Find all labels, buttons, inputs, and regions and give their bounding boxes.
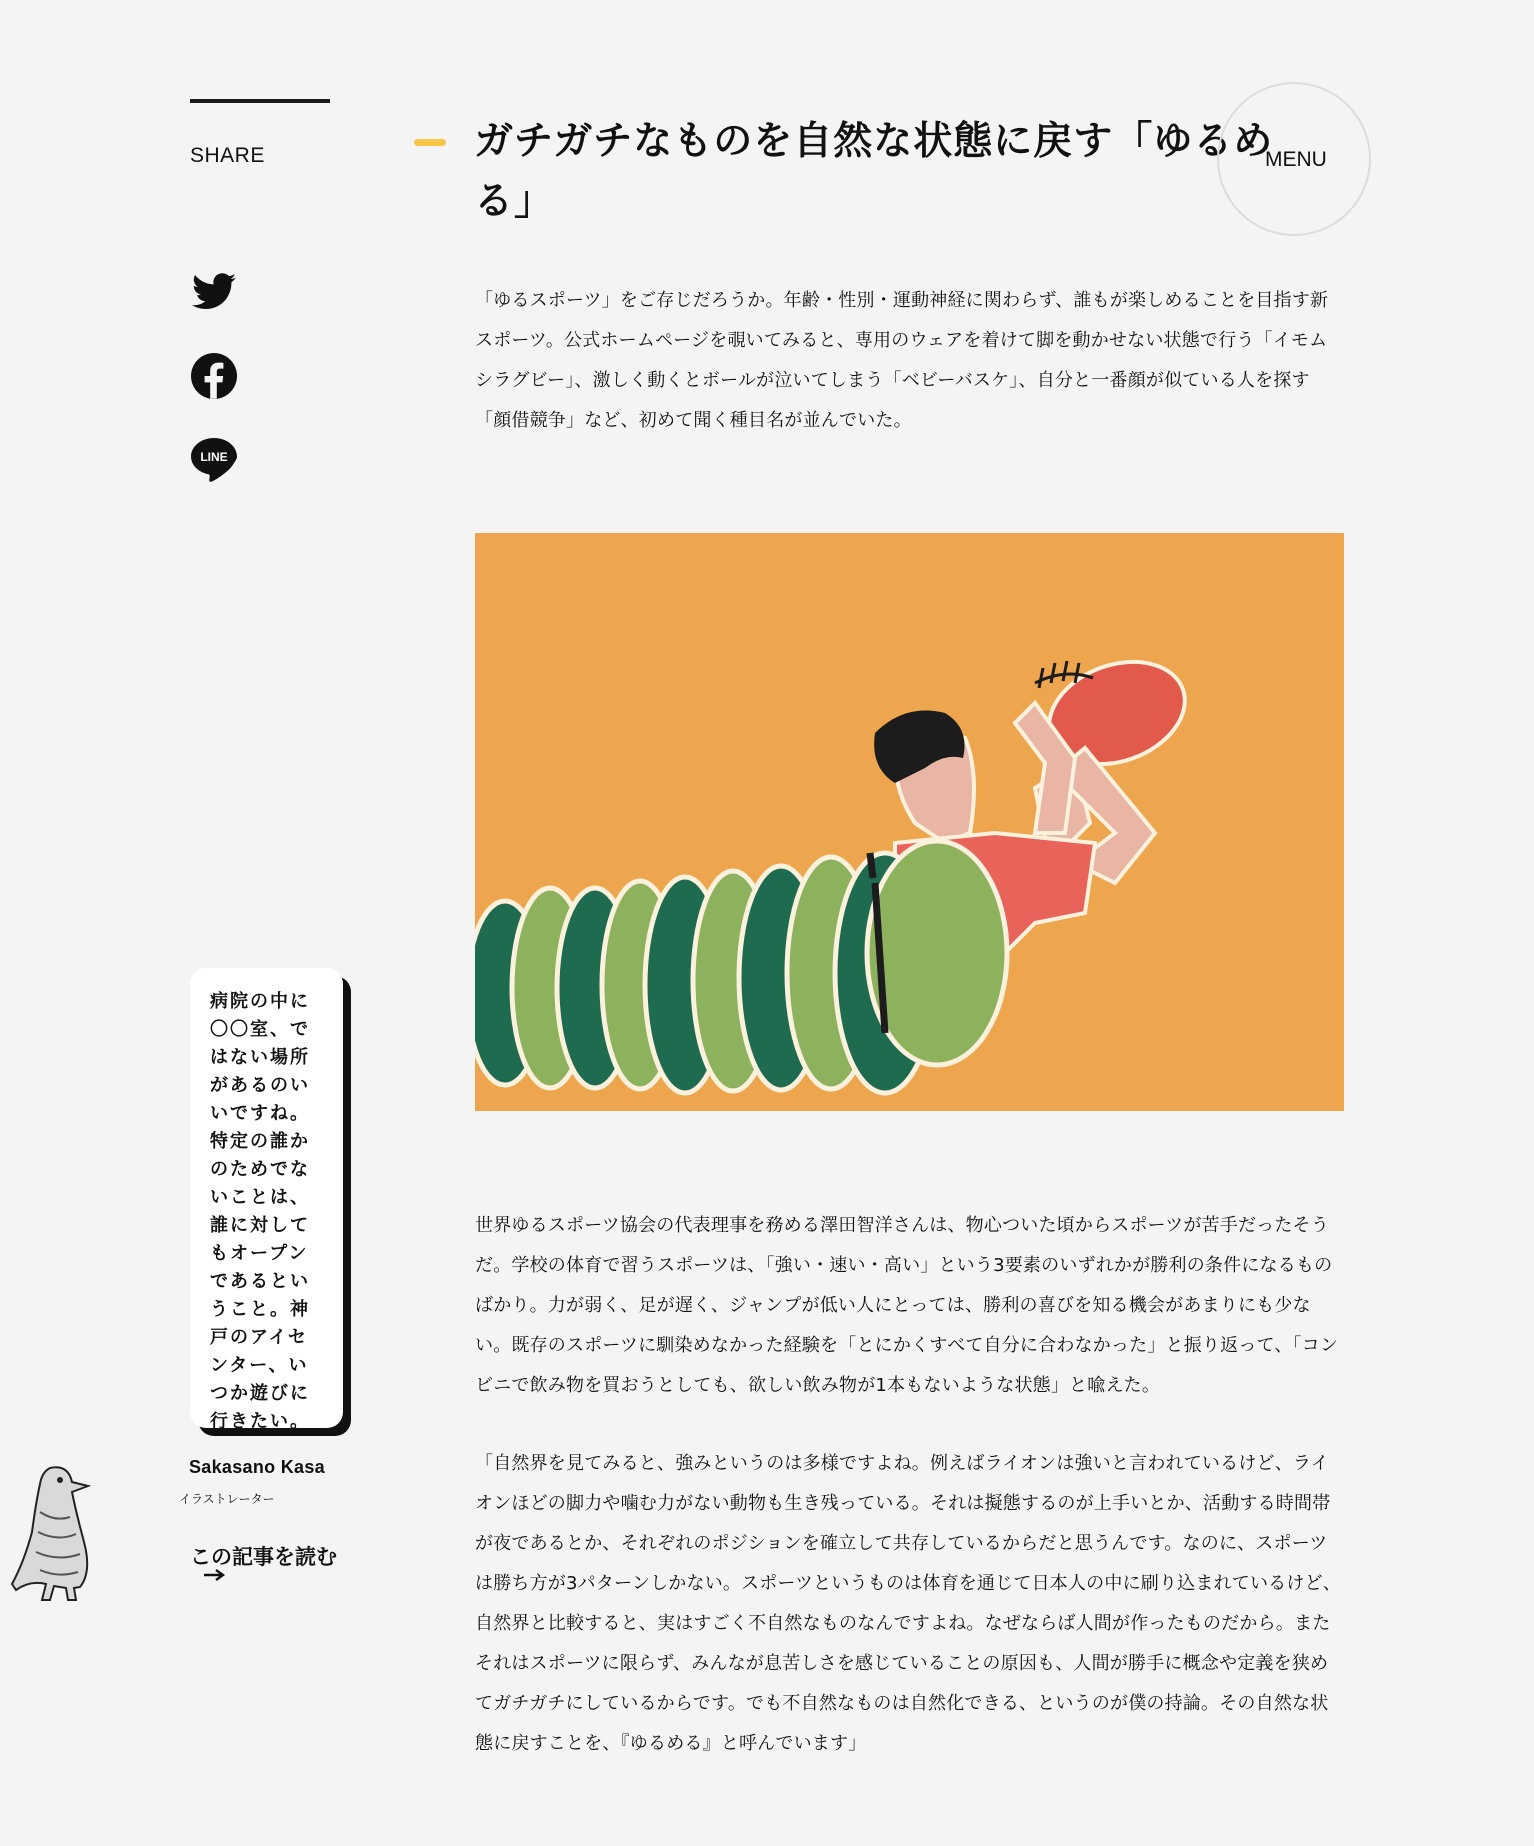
share-divider bbox=[190, 99, 330, 103]
facebook-share-button[interactable] bbox=[190, 352, 238, 400]
twitter-share-button[interactable] bbox=[190, 268, 238, 316]
share-label: SHARE bbox=[190, 144, 265, 167]
illustration-caterpillar-rugby-icon bbox=[475, 533, 1344, 1111]
twitter-icon bbox=[190, 268, 238, 316]
author-name[interactable]: Sakasano Kasa bbox=[189, 1457, 325, 1477]
article-title: ガチガチなものを自然な状態に戻す「ゆるめる」 bbox=[474, 119, 1274, 224]
article-body-1: 世界ゆるスポーツ協会の代表理事を務める澤田智洋さんは、物心ついた頃からスポーツが苦手だったそうだ。学校の体育で習うスポーツは、「強い・速い・高い」という3要素のいずれかが勝利の条件になるものばかり。力が弱く、足が遅く、ジャンプが低い人にとっては、勝利の喜びを知る機会があまりにも少ない。既存のスポーツに馴染めなかった経験を「とにかくすべて自分に合わなかった」と振り返って、「コンビニで飲み物を買おうとしても、欲しい飲み物が1本もないような状態」と喩えた。 bbox=[475, 1215, 1339, 1396]
read-article-link[interactable]: この記事を読む bbox=[190, 1545, 337, 1569]
author-role: イラストレーター bbox=[179, 1492, 275, 1506]
line-icon bbox=[190, 436, 238, 488]
article-intro: 「ゆるスポーツ」をご存じだろうか。年齢・性別・運動神経に関わらず、誰もが楽しめることを目指す新スポーツ。公式ホームページを覗いてみると、専用のウェアを着けて脚を動かせない状態で行う「イモムシラグビー」、激しく動くとボールが泣いてしまう「ベビーバスケ」、自分と一番顔が似ている人を探す「顔借競争」など、初めて聞く種目名が並んでいた。 bbox=[475, 290, 1329, 431]
bird-icon bbox=[10, 1462, 96, 1604]
title-accent-dash bbox=[414, 139, 446, 146]
article-body-2: 「自然界を見てみると、強みというのは多様ですよね。例えばライオンは強いと言われているけど、ライオンほどの脚力や噛む力がない動物も生き残っている。それは擬態するのが上手いとか、活動する時間帯が夜であるとか、それぞれのポジションを確立して共存しているからだと思うんです。なのに、スポーツは勝ち方が3パターンしかない。スポーツというものは体育を通じて日本人の中に刷り込まれているけど、自然界と比較すると、実はすごく不自然なものなんですよね。なぜならば人間が作ったものだから。またそれはスポーツに限らず、みんなが息苦しさを感じていることの原因も、人間が勝手に概念や定義を狭めてガチガチにしているからです。でも不自然なものは自然化できる、というのが僕の持論。その自然な状態に戻すことを、『ゆるめる』と呼んでいます」 bbox=[475, 1453, 1341, 1754]
arrow-right-icon[interactable] bbox=[204, 1568, 226, 1582]
facebook-icon bbox=[190, 352, 238, 400]
comment-card[interactable] bbox=[190, 968, 343, 1432]
line-icon-text: LINE bbox=[200, 450, 228, 464]
hero-illustration bbox=[475, 533, 1344, 1111]
menu-label[interactable]: MENU bbox=[1265, 148, 1327, 171]
line-share-button[interactable] bbox=[190, 436, 238, 488]
comment-card-text: 病院の中に〇〇室、ではない場所があるのいいですね。特定の誰かのためでないことは、誰に対してもオープンであるということ。神戸のアイセンター、いつか遊びに行きたい。 bbox=[210, 991, 310, 1432]
